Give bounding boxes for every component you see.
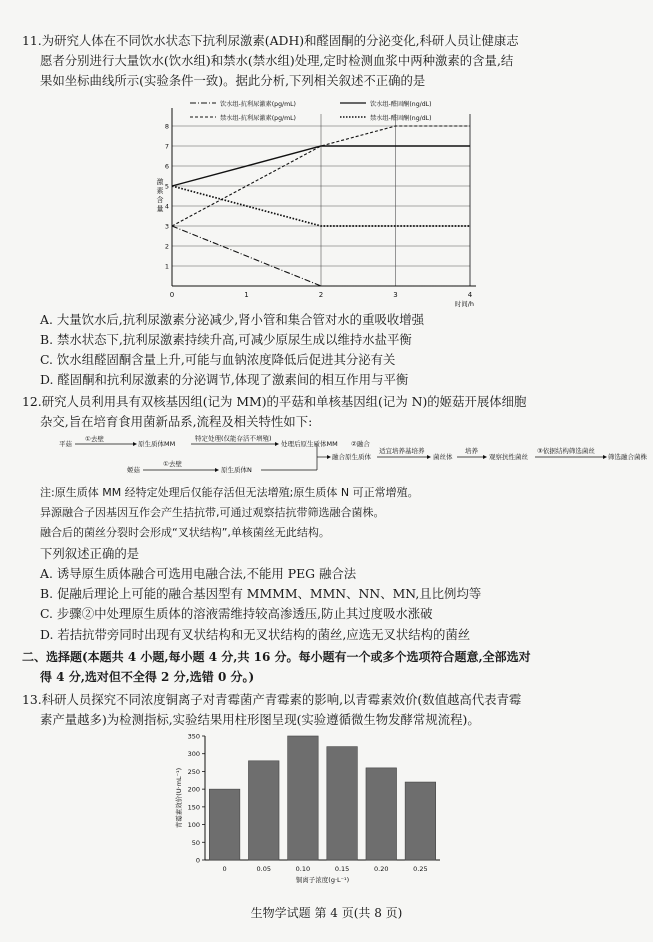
q12-option-b: B. 促融后理论上可能的融合基因型有 MMMM、MMN、NN、MN,且比例均等 — [40, 586, 482, 601]
bar-0.10 — [288, 736, 319, 860]
y-axis-label-char-1: 素 — [156, 187, 164, 195]
legend-label-2: 禁水组-抗利尿激素(pg/mL) — [220, 115, 296, 122]
flow-jigu: 姬菇 — [127, 466, 140, 474]
bar-0 — [209, 789, 240, 860]
q12-option-a: A. 诱导原生质体融合可选用电融合法,不能用 PEG 融合法 — [40, 566, 357, 581]
flow-culture: 培养 — [465, 447, 478, 455]
q12-note-3: 融合后的菌丝分裂时会形成“叉状结构”,单核菌丝无此结构。 — [40, 526, 330, 539]
flow-culture-medium: 适宜培养基培养 — [379, 447, 425, 455]
bar-0.15 — [327, 747, 358, 860]
y-axis-label-char-3: 量 — [156, 205, 164, 213]
flow-select-strain: 筛选融合菌株 — [608, 453, 647, 461]
bar-y-tick-200: 200 — [187, 785, 200, 794]
bar-x-tick-0.25: 0.25 — [413, 865, 428, 873]
bar-x-tick-0.15: 0.15 — [334, 865, 350, 873]
q12-option-c: C. 步骤②中处理原生质体的溶液需维持较高渗透压,防止其过度吸水涨破 — [40, 606, 433, 621]
section2-heading-line-2: 得 4 分,选对但不全得 2 分,选错 0 分。) — [40, 670, 255, 684]
page-footer: 生物学试题 第 4 页(共 8 页) — [250, 906, 403, 920]
bar-y-tick-0: 0 — [195, 856, 200, 865]
bar-x-tick-0.05: 0.05 — [256, 865, 271, 873]
q12-stem-line-1: 12.研究人员利用具有双核基因组(记为 MM)的平菇和单核基因组(记为 N)的姬菇开展体细胞 — [22, 394, 527, 409]
x-tick-0: 0 — [169, 291, 175, 299]
y-tick-3: 3 — [164, 222, 169, 231]
flow-pingu: 平菇 — [59, 440, 72, 448]
q13-stem-line-2: 素产量越多)为检测指标,实验结果用柱形图呈现(实验遵循微生物发酵常规流程)。 — [40, 712, 480, 727]
bar-y-tick-100: 100 — [187, 821, 200, 830]
legend-label-0: 饮水组-抗利尿激素(pg/mL) — [220, 101, 296, 108]
flow-protoplast-n: 原生质体N — [221, 466, 252, 474]
bar-x-tick-0.20: 0.20 — [374, 865, 389, 873]
bar-0.05 — [248, 761, 279, 860]
y-tick-7: 7 — [164, 142, 169, 151]
x-tick-1: 1 — [244, 291, 249, 299]
q11-option-c: C. 饮水组醛固酮含量上升,可能与血钠浓度降低后促进其分泌有关 — [40, 352, 396, 367]
flow-fusion-step: ②融合 — [351, 440, 370, 448]
x-tick-3: 3 — [393, 291, 398, 299]
q12-note-1: 注:原生质体 MM 经特定处理后仅能存活但无法增殖;原生质体 N 可正常增殖。 — [40, 486, 419, 499]
x-tick-4: 4 — [467, 291, 473, 299]
bar-0.20 — [366, 768, 397, 860]
x-axis-label: 时间/h — [454, 300, 474, 308]
flow-step1-bottom: ①去壁 — [163, 460, 182, 468]
hormone-line-chart — [150, 96, 490, 308]
flow-fused-protoplast: 融合原生质体 — [332, 453, 371, 461]
y-tick-1: 1 — [164, 262, 169, 271]
bar-y-tick-150: 150 — [187, 803, 200, 812]
q11-option-d: D. 醛固酮和抗利尿激素的分泌调节,体现了激素间的相互作用与平衡 — [40, 372, 409, 387]
bar-x-axis-label: 铜离子浓度(g·L⁻¹) — [295, 876, 350, 884]
q12-option-d: D. 若拮抗带旁同时出现有叉状结构和无叉状结构的菌丝,应选无叉状结构的菌丝 — [40, 627, 471, 642]
flow-step3: ③依据结构筛选菌丝 — [537, 447, 595, 455]
y-axis-label-char-2: 含 — [156, 196, 164, 204]
flow-treated-mm: 处理后原生质体MM — [281, 440, 338, 448]
flow-step1-top: ①去壁 — [85, 435, 104, 443]
q11-option-b: B. 禁水状态下,抗利尿激素持续升高,可减少原尿生成以维持水盐平衡 — [40, 332, 412, 347]
bar-y-axis-label: 青霉素效价(U·mL⁻¹) — [175, 767, 183, 829]
flow-special-treatment: 特定处理(仅能存活不增殖) — [195, 434, 272, 443]
bar-y-tick-300: 300 — [187, 750, 200, 759]
y-tick-4: 4 — [164, 202, 169, 211]
bar-y-tick-50: 50 — [191, 838, 200, 847]
q11-stem-line-2: 愿者分别进行大量饮水(饮水组)和禁水(禁水组)处理,定时检测血浆中两种激素的含量,结 — [40, 53, 514, 68]
bar-0.25 — [405, 782, 436, 860]
bar-x-tick-0: 0 — [222, 865, 227, 873]
section2-heading-line-1: 二、选择题(本题共 4 小题,每小题 4 分,共 16 分。每小题有一个或多个选项符合题意,全部选对 — [22, 650, 531, 664]
y-tick-5: 5 — [164, 182, 169, 191]
q12-note-2: 异源融合子因基因互作会产生拮抗带,可通过观察拮抗带筛选融合菌株。 — [40, 506, 385, 519]
q12-stem-line-2: 杂交,旨在培育食用菌新品系,流程及相关特性如下: — [40, 414, 313, 429]
q12-flow-diagram — [55, 434, 647, 482]
flow-observe: 观察抗性菌丝 — [489, 453, 528, 461]
y-tick-6: 6 — [164, 162, 169, 171]
legend-label-3: 禁水组-醛固酮(ng/dL) — [370, 115, 432, 122]
bar-y-tick-350: 350 — [187, 732, 200, 741]
y-axis-label-char-0: 激 — [156, 178, 164, 186]
q12-ask: 下列叙述正确的是 — [40, 546, 140, 561]
y-tick-8: 8 — [164, 122, 169, 131]
q11-stem-line-1: 11.为研究人体在不同饮水状态下抗利尿激素(ADH)和醛固酮的分泌变化,科研人员让健康志 — [22, 33, 519, 48]
legend-label-1: 饮水组-醛固酮(ng/dL) — [370, 101, 432, 108]
penicillin-bar-chart — [160, 730, 460, 900]
q13-stem-line-1: 13.科研人员探究不同浓度铜离子对青霉菌产青霉素的影响,以青霉素效价(数值越高代表青霉 — [22, 692, 522, 707]
flow-protoplast-mm: 原生质体MM — [138, 440, 176, 448]
bar-y-tick-250: 250 — [187, 767, 200, 776]
q11-option-a: A. 大量饮水后,抗利尿激素分泌减少,肾小管和集合管对水的重吸收增强 — [40, 312, 425, 327]
q11-stem-line-3: 果如坐标曲线所示(实验条件一致)。据此分析,下列相关叙述不正确的是 — [40, 73, 426, 88]
y-tick-2: 2 — [164, 242, 169, 251]
flow-mycelium: 菌丝体 — [433, 453, 453, 461]
x-tick-2: 2 — [318, 291, 324, 299]
bar-x-tick-0.10: 0.10 — [295, 865, 311, 873]
